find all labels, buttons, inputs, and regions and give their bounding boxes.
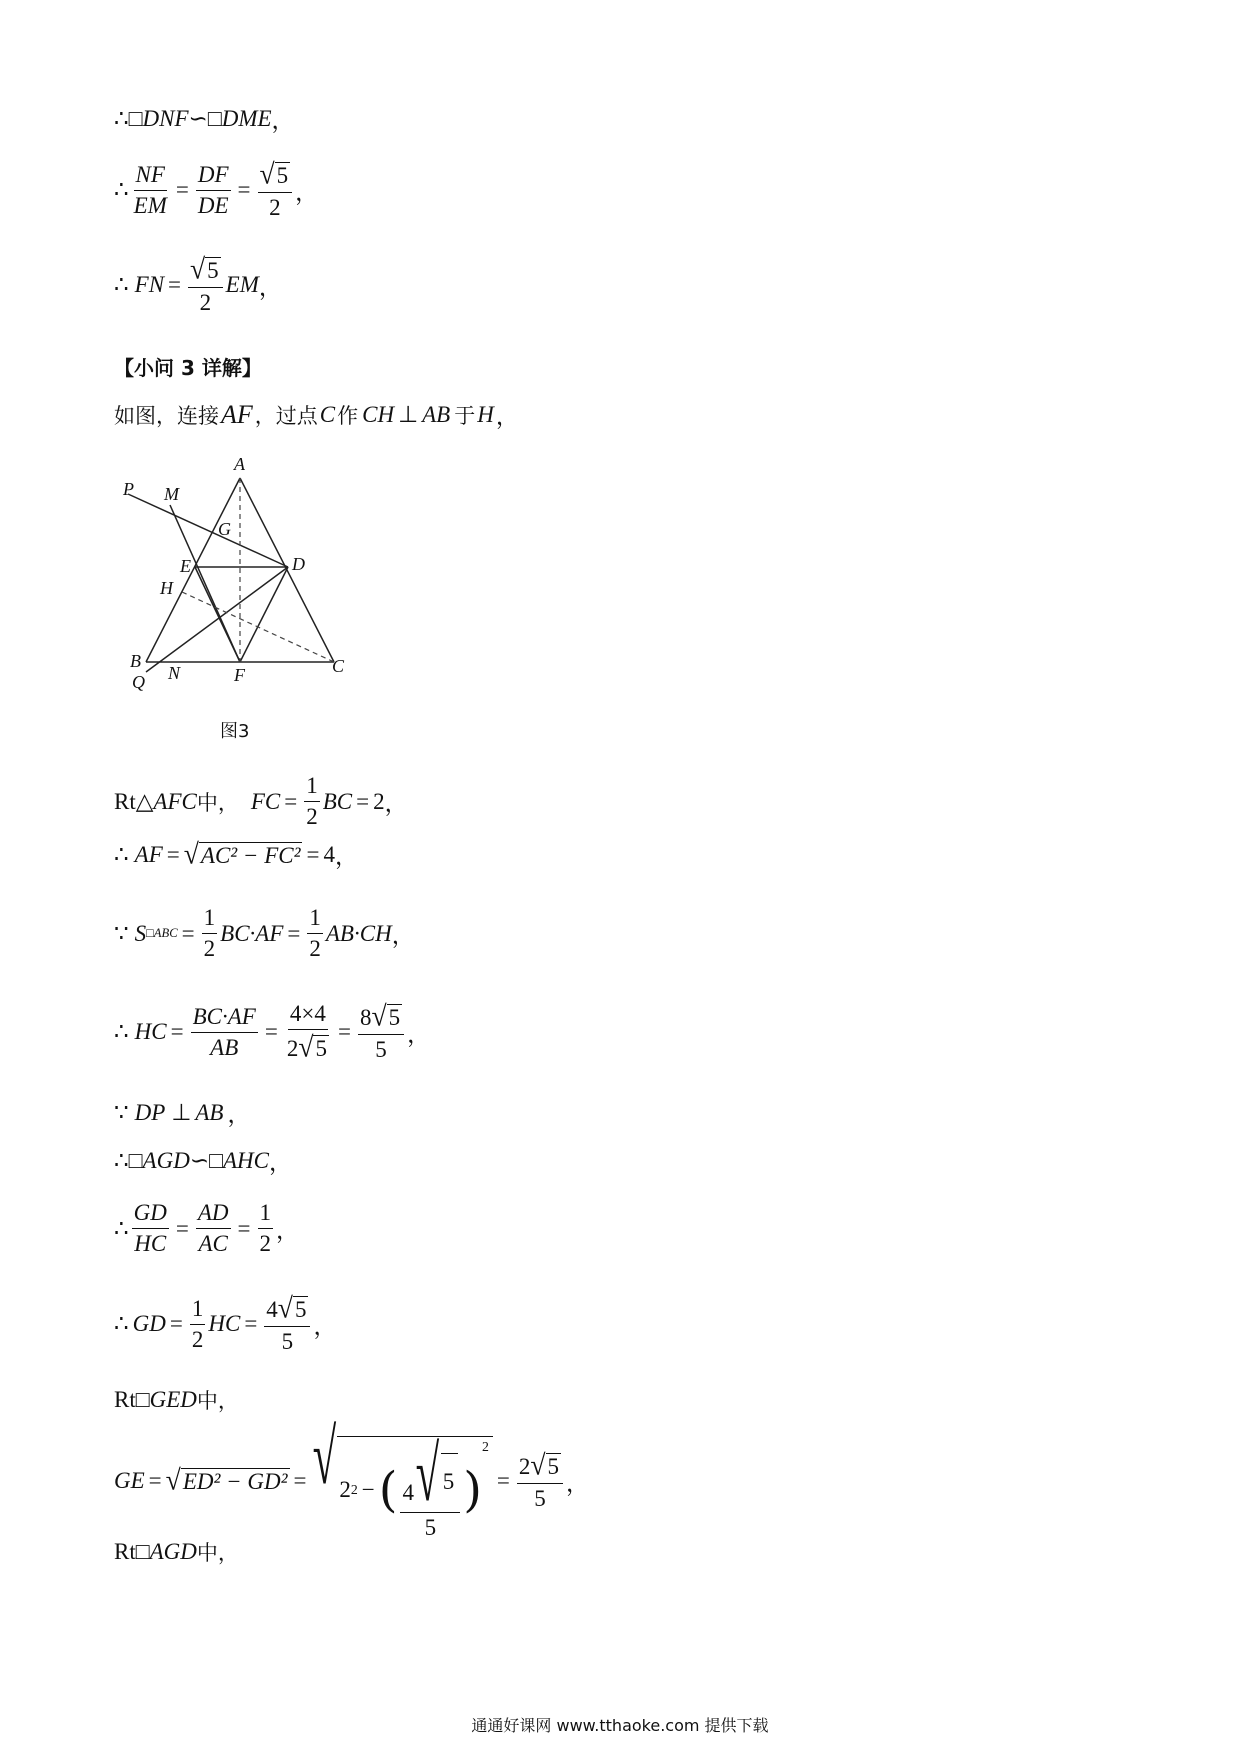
label-h: H — [160, 578, 173, 598]
geometry-figure-3 — [110, 452, 370, 752]
rt-afc-line: Rt△ AFC 中， FC = $\frac{1}{2}$ BC = 2 ， — [114, 773, 408, 830]
area-line: ∵ S □ABC = $\frac{1}{2}$ BC·AF = $\frac{1}{2}$ AB·CH ， — [114, 905, 415, 962]
segment-ab — [146, 478, 240, 662]
label-f: F — [234, 665, 245, 685]
intro-line: 如图，连接 AF ，过点 C 作 CH ⊥ AB 于 H ， — [114, 399, 519, 429]
label-g: G — [218, 519, 231, 539]
triangle-dme: □DME — [207, 105, 272, 131]
label-m: M — [164, 484, 179, 504]
result-line-fn: ∴ FN = √ 5 2 EM ， — [114, 252, 282, 316]
segment-df — [240, 567, 288, 662]
rt-agd-line: Rt □AGD 中， — [114, 1539, 239, 1565]
fraction-sqrt5-2: √ 5 2 — [188, 255, 223, 316]
similarity-line-agd-ahc: ∴ □AGD ∽ □AHC ， — [114, 1147, 292, 1175]
fraction-df-de: $\frac{DF}{DE}$ — [197, 161, 229, 218]
segment-pd — [128, 494, 288, 567]
ratio-line-gd-hc: ∴ $\frac{GD}{HC}$ = $\frac{AD}{AC}$ = $\frac{1}{2}$ ， — [114, 1200, 300, 1257]
label-p: P — [123, 479, 134, 499]
fraction-sqrt5-2: √ 5 2 — [258, 160, 293, 221]
dp-perp-line: ∵ DP ⊥ AB ， — [114, 1099, 251, 1127]
rt-ged-line: Rt □GED 中， — [114, 1387, 239, 1413]
therefore-symbol: ∴ — [114, 105, 129, 131]
figure-caption: 图3 — [220, 721, 250, 742]
ratio-line-nf-em: ∴ $\frac{NF}{EM}$ = $\frac{DF}{DE}$ = √ 5 2 ， — [114, 157, 319, 221]
hc-line: ∴ HC = $\frac{BC\cdot AF}{AB}$ = 4×4 2 √ 5 = 8 √ 5 5 ， — [114, 999, 431, 1063]
label-q: Q — [132, 672, 145, 692]
similar-symbol: ∽ — [188, 105, 208, 131]
similarity-line-dnf-dme: ∴ □DNF ∽ □DME ， — [114, 105, 295, 133]
triangle-dnf: □DNF — [128, 105, 189, 131]
fraction-one-half: $\frac{1}{2}$ — [306, 773, 318, 830]
label-e: E — [180, 556, 191, 576]
label-d: D — [292, 554, 305, 574]
nested-radical: √ 2 2 − ( 4 √ 5 5 ) 2 — [311, 1422, 493, 1540]
label-b: B — [130, 651, 141, 671]
label-c: C — [332, 656, 345, 676]
label-a: A — [234, 454, 245, 474]
label-n: N — [168, 663, 181, 683]
gd-line: ∴ GD = $\frac{1}{2}$ HC = 4 √ 5 5 ， — [114, 1291, 337, 1355]
dashed-hc — [182, 592, 334, 662]
af-line: ∴ AF = √ AC² − FC² = 4 ， — [114, 836, 358, 870]
fraction-nf-em: $\frac{NF}{EM}$ — [133, 161, 167, 218]
page-footer: 通通好课网 www.tthaoke.com 提供下载 — [471, 1716, 769, 1735]
section-heading: 【小问 3 详解】 — [114, 356, 262, 380]
ge-line: GE = √ ED² − GD² = √ 2 2 − ( 4 √ 5 5 ) 2 = 2 √ 5 5 ， — [114, 1413, 590, 1541]
